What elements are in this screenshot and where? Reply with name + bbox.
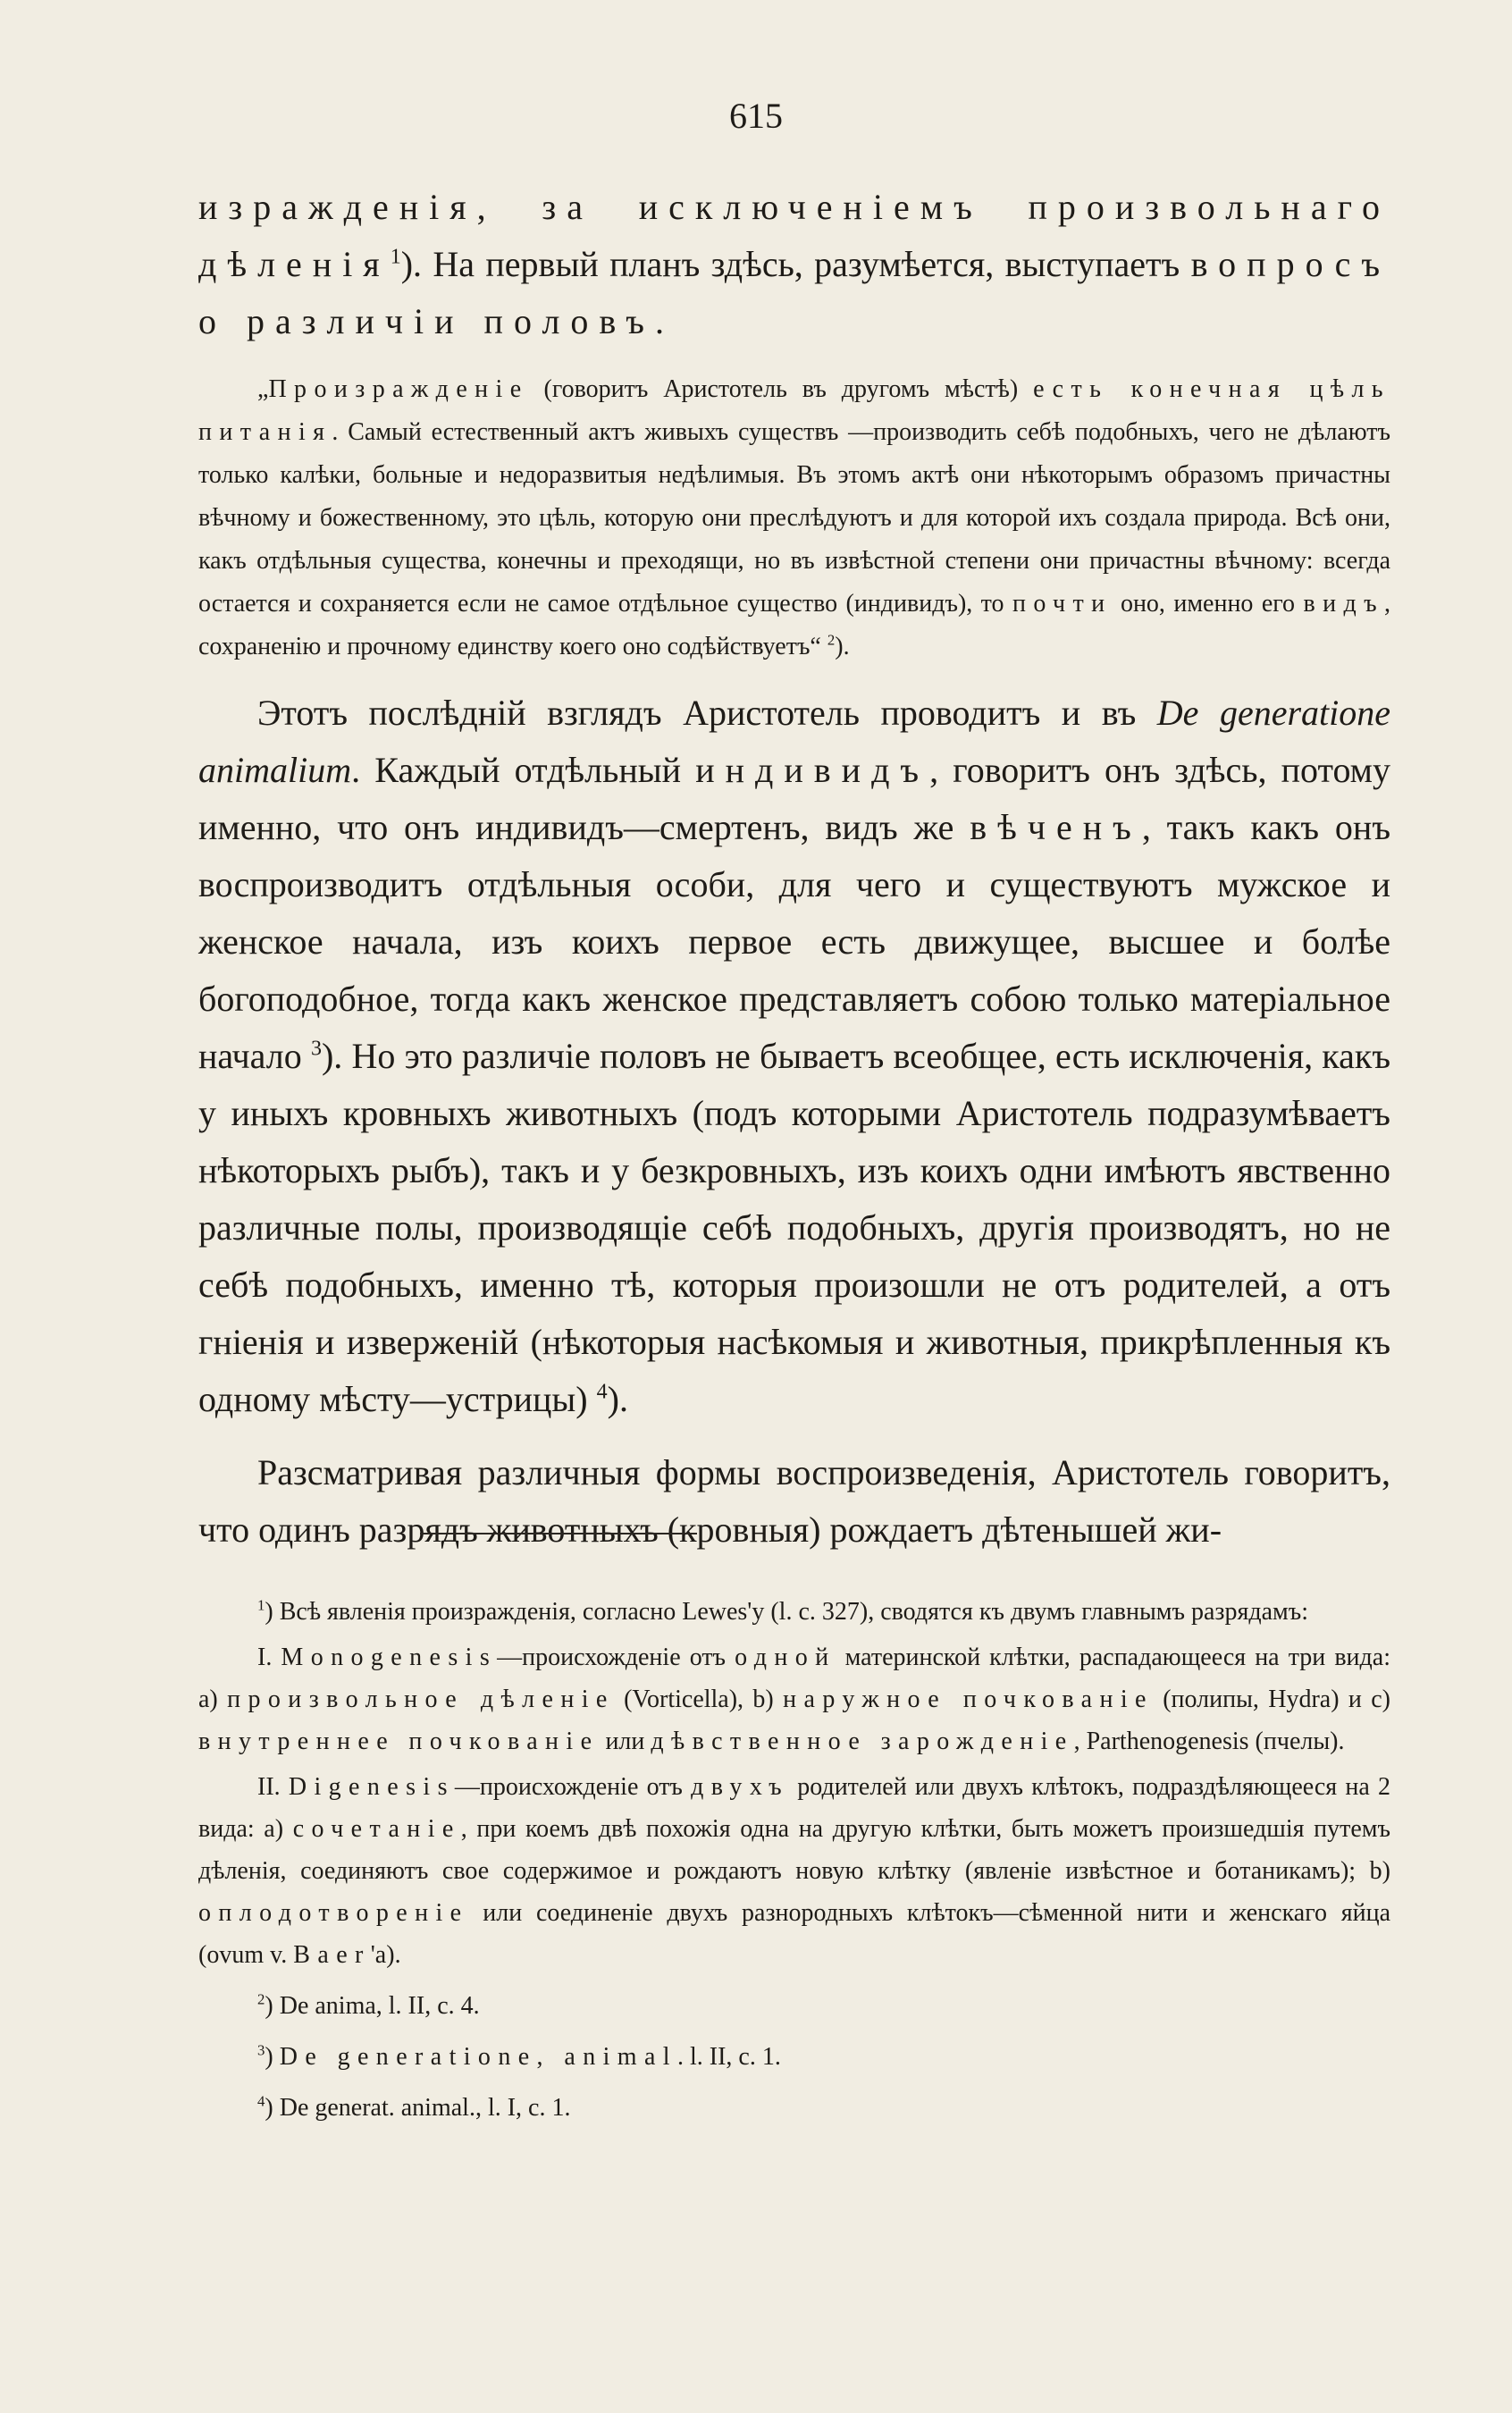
emphasis-span: Произражденіе [268,375,529,403]
paragraph-3 [198,1444,1390,1559]
text-span: II. [257,1773,289,1801]
text-span: . Но это различіе половъ не бываетъ всеобщее, есть исключенія, какъ у иныхъ кровныхъ животныхъ (подъ которыми Аристотель подразумѣваетъ нѣкоторыхъ рыбъ), такъ и у безкровныхъ, изъ коихъ одни имѣютъ явственно различные полы, производящіе себѣ подобныхъ, другія производятъ, но не себѣ подобныхъ, именно тѣ, которыя произошли не отъ родителей, а отъ гніенія и изверженій (нѣкоторыя насѣкомыя и животныя, прикрѣпленныя къ одному мѣсту—устрицы) [198,1036,1390,1419]
emphasis-span: оплодотвореніе [198,1899,469,1927]
emphasis-span: внутреннее почкованіе [198,1728,600,1755]
text-span: оно, именно его [1112,590,1304,618]
footnote-mark: 2 [257,1990,265,2008]
text-span: —происхожденіе отъ [454,1773,692,1801]
text-span: (говоритъ Аристотель въ другомъ мѣстѣ) [528,375,1034,403]
text-span: или соединеніе двухъ разнородныхъ клѣтокъ—сѣменной нити и женскаго яйца (ovum v. [198,1899,1390,1969]
emphasis-span: Baer [293,1941,371,1969]
footnote-ref-1[interactable]: 1 [390,245,401,269]
text-span: материнской клѣтки, распадающееся на три вида: a) [198,1644,1390,1713]
text-span: родителей или двухъ клѣтокъ, подраздѣляющееся на 2 вида: a) [198,1773,1390,1843]
text-span: , говоритъ онъ здѣсь, потому именно, что онъ индивидъ—смертенъ, видъ же [198,750,1390,847]
text-span: , сохраненію и прочному единству коего оно содѣйствуетъ“ [198,590,1390,660]
emphasis-span: почти [1012,590,1113,618]
text-span [273,2043,280,2071]
emphasis-span: Monogenesis [281,1644,498,1671]
emphasis-span: индивидъ [695,750,930,790]
footnote-3: $^3$) De generatione, animal. l. II, c. 1. [257,2041,781,2071]
text-span: , Parthenogenesis (пчелы). [1073,1728,1345,1755]
text-span: (Vorticella), b) [614,1686,784,1713]
footnote-separator [420,1533,697,1534]
paragraph-2: Этотъ послѣдній взглядъ Аристотель проводитъ и въ De generatione animalium. Каждый отдѣльный индивидъ, говоритъ онъ здѣсь, потому именно, что онъ индивидъ—смертенъ, видъ же вѣченъ, такъ какъ онъ воспроизводитъ отдѣльныя особи, для чего и существуютъ мужское и женское начала, изъ коихъ первое есть движущее, высшее и болѣе богоподобное, тогда какъ женское представляетъ собою только матеріальное начало $^3$). Но это различіе половъ не бываетъ всеобщее, есть исключенія, какъ у иныхъ кровныхъ животныхъ (подъ которыми Аристотель подразумѣваетъ нѣкоторыхъ рыбъ), такъ и у безкровныхъ, изъ коихъ одни имѣютъ явственно различные полы, производящіе себѣ подобныхъ, другія производятъ, но не себѣ подобныхъ, именно тѣ, которыя произошли не отъ родителей, а отъ гніенія и изверженій (нѣкоторыя насѣкомыя и животныя, прикрѣпленныя къ одному мѣсту—устрицы) $^4$). [198,693,1390,1419]
footnote-mark: 1 [257,1596,265,1614]
emphasis-span: произвольное дѣленіе [227,1686,615,1713]
emphasis-span: видъ [1303,590,1384,618]
emphasis-span: наружное почкованіе [783,1686,1154,1713]
text-span: . [618,1379,628,1419]
text-span: —происхожденіе отъ [497,1644,735,1671]
page-number: 615 [729,96,783,136]
footnote-2: $^2$) De anima, l. II, c. 4. [257,1990,480,2020]
footnote-ref-4[interactable]: 4 [596,1380,608,1404]
text-span: (полипы, Hydra) и c) [1153,1686,1391,1713]
text-span: De anima, l. II, c. 4. [273,1992,480,2020]
emphasis-span: вопросъ о различіи половъ [198,244,1391,341]
emphasis-span: De generatione, animal [279,2043,677,2071]
text-span: I. [257,1644,281,1671]
emphasis-span: двухъ [691,1773,790,1801]
footnote-1-monogenesis [198,1636,1390,1762]
italic-title: De generatione animalium [198,693,1390,790]
text-span: , при коемъ двѣ похожія одна на другую клѣтки, быть можетъ произшедшія путемъ дѣленія, соединяютъ свое содержимое и рождаютъ новую клѣтку (явленіе извѣстное и ботаникамъ); b) [198,1815,1390,1885]
footnotes [198,1591,1390,2129]
footnote-mark: 4 [257,2092,265,2110]
emphasis-span: Digenesis [288,1773,455,1801]
main-text [198,179,1390,1559]
text-span: или [599,1728,651,1755]
text-span: . Самый естественный актъ живыхъ существъ —производить себѣ подобныхъ, чего не дѣлаютъ только калѣки, больные и недоразвитыя недѣлимыя. Въ этомъ актѣ они нѣкоторымъ образомъ причастны вѣчному и божественному, это цѣль, которую они преслѣдуютъ и для которой ихъ создала природа. Всѣ они, какъ отдѣльныя существа, конечны и преходящи, но въ извѣстной степени они причастны вѣчному: всегда остается и сохраняется если не самое отдѣльное существо (индивидъ), то [198,418,1390,618]
emphasis-span: дѣвственное зарожденіе [651,1728,1074,1755]
text-span: , такъ какъ онъ воспроизводитъ отдѣльныя особи, для чего и существуютъ мужское и женское начала, изъ коихъ первое есть движущее, высшее и болѣе богоподобное, тогда какъ женское представляетъ собою только матеріальное начало [198,807,1390,1076]
footnote-4: $^4$) De generat. animal., l. I, c. 1. [257,2092,571,2122]
text-span: . [843,633,850,660]
quotation-paragraph: „Произражденіе (говоритъ Аристотель въ другомъ мѣстѣ) есть конечная цѣль питанія. Самый естественный актъ живыхъ существъ —производить себѣ подобныхъ, чего не дѣлаютъ только калѣки, больные и недоразвитыя недѣлимыя. Въ этомъ актѣ они нѣкоторымъ образомъ причастны вѣчному и божественному, это цѣль, которую они преслѣдуютъ и для которой ихъ создала природа. Всѣ они, какъ отдѣльныя существа, конечны и преходящи, но въ извѣстной степени они причастны вѣчному: всегда остается и сохраняется если не самое отдѣльное существо (индивидъ), то почти оно, именно его видъ, сохраненію и прочному единству коего оно содѣйствуетъ“ $^2$). [198,375,1390,660]
emphasis-span: сочетаніе [292,1815,461,1843]
footnote-1-digenesis [198,1766,1390,1976]
text-span: . На первый планъ здѣсь, разумѣется, выступаетъ [413,244,1180,284]
text-span: Всѣ явленія произражденія, согласно Lewes'у (l. c. 327), сводятся къ двумъ главнымъ разрядамъ: [273,1598,1308,1626]
text-span: Этотъ послѣдній взглядъ Аристотель проводитъ и въ [257,693,1157,733]
emphasis-span: есть конечная цѣль питанія [198,375,1390,446]
emphasis-span: одной [735,1644,836,1671]
text-span: изражденія, за исключеніемъ произвольнаго дѣленія [198,187,1390,284]
footnote-ref-2[interactable]: 2 [827,631,836,649]
text-span: . l. II, c. 1. [676,2043,781,2071]
text-span: Разсматривая различныя формы воспроизведенія, Аристотель говоритъ, что одинъ разрядъ животныхъ (кровныя) рождаетъ дѣтенышей жи- [198,1452,1390,1550]
paragraph-1: изражденія, за исключеніемъ произвольнаго дѣленія$^1$). На первый планъ здѣсь, разумѣется, выступаетъ вопросъ о различіи половъ. [198,187,1391,341]
text-span: . Каждый отдѣльный [351,750,696,790]
footnote-mark: 3 [257,2041,265,2059]
emphasis-span: вѣченъ [970,807,1142,847]
text-span: „ [257,375,269,403]
text-span: . [654,301,664,341]
footnote-1: $^1$) Всѣ явленія произражденія, согласно Lewes'у (l. c. 327), сводятся къ двумъ главнымъ разрядамъ: [257,1596,1308,1626]
text-span: 'a). [370,1941,401,1969]
footnote-ref-3[interactable]: 3 [310,1037,322,1061]
text-span: De generat. animal., l. I, c. 1. [273,2094,571,2122]
